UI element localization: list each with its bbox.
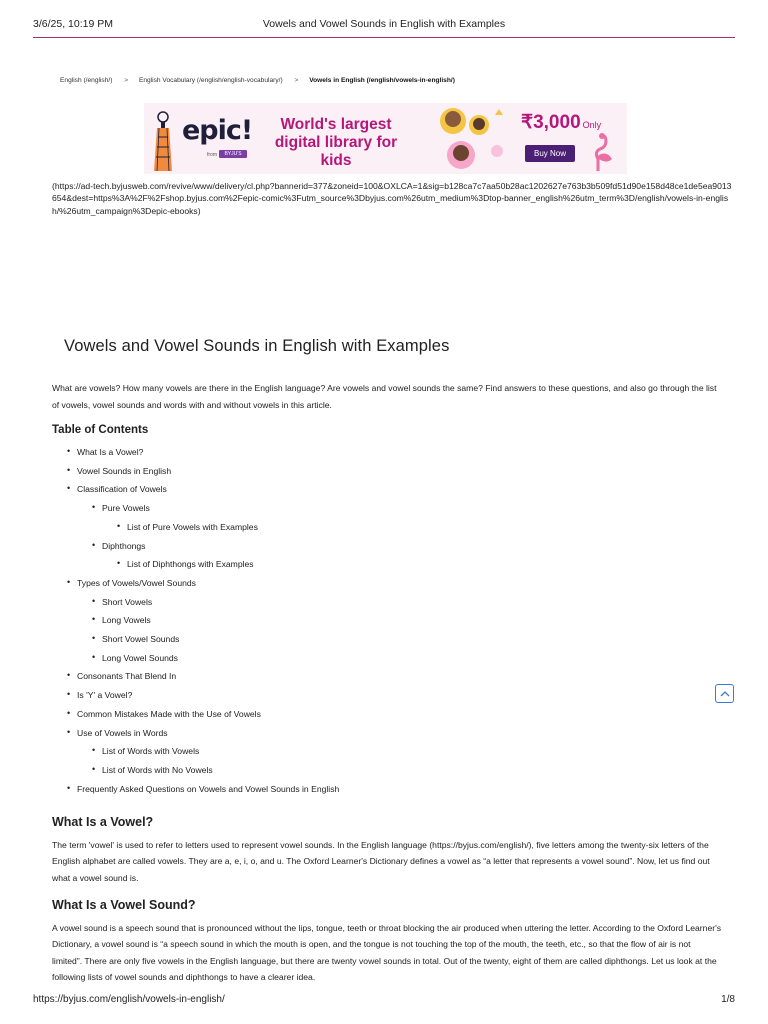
- toc-link[interactable]: • Vowel Sounds in English: [77, 466, 171, 476]
- toc-link[interactable]: • Types of Vowels/Vowel Sounds: [77, 578, 196, 588]
- toc-link[interactable]: • List of Diphthongs with Examples: [127, 559, 254, 569]
- toc-link[interactable]: • List of Words with Vowels: [102, 746, 199, 756]
- toc-link[interactable]: • Is 'Y' a Vowel?: [77, 690, 132, 700]
- lighthouse-illustration: [152, 109, 174, 171]
- toc-link[interactable]: • Use of Vowels in Words: [77, 728, 168, 738]
- breadcrumb-separator: >: [294, 77, 299, 84]
- article-intro: What are vowels? How many vowels are there in the English language? Are vowels and vowel sounds the same? Find answers to these questions, and also go through the list of vowels, vowel sounds and words with and without vowels in this article.: [52, 383, 717, 410]
- scroll-to-top-button[interactable]: [715, 684, 734, 703]
- ad-link-url[interactable]: (https://ad-tech.byjusweb.com/revive/www/delivery/cl.php?bannerid=377&zoneid=100&OXLCA=1&sig=b128ca7c7aa50b28ac1202627e763b3b509fd51d90e158d48ce1de5ea9013654&dest=https%3A%2F%2Fshop.byjus.com%2Fepic-comic%3Futm_source%3Dbyjus.com%26utm_medium%3Dtop-banner_english%26utm_term%3D/english/vowels-in-english/%26utm_campaign%3Depic-ebooks): [52, 181, 732, 216]
- epic-ad-banner[interactable]: [144, 103, 627, 174]
- breadcrumb-item-vocabulary[interactable]: English Vocabulary (/english/english-vocabulary/): [138, 77, 283, 84]
- toc-link[interactable]: • Long Vowel Sounds: [102, 653, 178, 663]
- section-body-what-is-a-vowel-sound: A vowel sound is a speech sound that is pronounced without the lips, tongue, teeth or throat blocking the air produced when uttering the letter. According to the Oxford Learner's Dictionary, a vowel sound is “a speech sound in which the mouth is open, and the tongue is not touching the top of the mouth, the teeth, etc., so that the flow of air is not limited”. There are only five vowels in the English language, but there are twenty vowel sounds in total. Out of the twenty, eight of them are called diphthongs. Let us look at the following lists of vowel sounds and diphthongs to have a clearer idea.: [52, 923, 722, 983]
- buy-now-button[interactable]: Buy Now: [525, 145, 575, 162]
- print-datetime: 3/6/25, 10:19 PM: [33, 18, 113, 30]
- epic-logo-text: epic: [182, 115, 241, 146]
- print-footer-url: https://byjus.com/english/vowels-in-english/: [33, 994, 225, 1005]
- toc-link[interactable]: • Pure Vowels: [102, 503, 150, 513]
- print-title: Vowels and Vowel Sounds in English with Examples: [262, 18, 506, 30]
- epic-logo: [182, 115, 252, 146]
- banner-tagline: World's largest digital library for kids: [274, 116, 398, 169]
- toc-link[interactable]: • What Is a Vowel?: [77, 447, 143, 457]
- header-divider: [33, 37, 735, 38]
- toc-heading: Table of Contents: [52, 424, 149, 436]
- print-header: [33, 18, 735, 32]
- kids-avatars-illustration: [439, 105, 519, 173]
- epic-logo-mark: !: [240, 115, 253, 146]
- price-suffix: Only: [582, 120, 602, 130]
- flamingo-illustration: [586, 131, 616, 171]
- toc-link[interactable]: • Long Vowels: [102, 615, 151, 625]
- section-heading-what-is-a-vowel-sound: What Is a Vowel Sound?: [52, 898, 196, 912]
- toc-link[interactable]: • List of Pure Vowels with Examples: [127, 522, 258, 532]
- chevron-up-icon: [720, 690, 730, 697]
- toc-link[interactable]: • Consonants That Blend In: [77, 671, 176, 681]
- section-body-what-is-a-vowel: The term 'vowel' is used to refer to letters used to represent vowel sounds. In the English language (https://byjus.com/english/), five letters among the twenty-six letters of the English alphabet are called vowels. They are a, e, i, o, and u. The Oxford Learner's Dictionary defines a vowel as “a letter that represents a vowel sound”. Now, let us find out what a vowel sound is.: [52, 840, 710, 883]
- byjus-badge: BYJU'S: [219, 150, 247, 158]
- toc-link[interactable]: • Frequently Asked Questions on Vowels and Vowel Sounds in English: [77, 784, 339, 794]
- from-label: from: [207, 152, 217, 158]
- toc-link[interactable]: • Short Vowel Sounds: [102, 634, 179, 644]
- article-title: Vowels and Vowel Sounds in English with Examples: [64, 337, 450, 355]
- toc-link[interactable]: • Short Vowels: [102, 597, 152, 607]
- breadcrumb-item-english[interactable]: English (/english/): [60, 77, 113, 84]
- breadcrumb: [60, 77, 455, 84]
- breadcrumb-item-current[interactable]: Vowels in English (/english/vowels-in-english/): [309, 77, 455, 84]
- print-page-number: 1/8: [721, 994, 735, 1005]
- toc-link[interactable]: • Common Mistakes Made with the Use of Vowels: [77, 709, 261, 719]
- toc-link[interactable]: • Diphthongs: [102, 541, 145, 551]
- print-footer: [33, 994, 735, 1008]
- breadcrumb-separator: >: [124, 77, 129, 84]
- price-value: ₹3,000: [521, 112, 581, 133]
- toc-link[interactable]: • Classification of Vowels: [77, 484, 167, 494]
- section-heading-what-is-a-vowel: What Is a Vowel?: [52, 815, 154, 829]
- toc-link[interactable]: • List of Words with No Vowels: [102, 765, 213, 775]
